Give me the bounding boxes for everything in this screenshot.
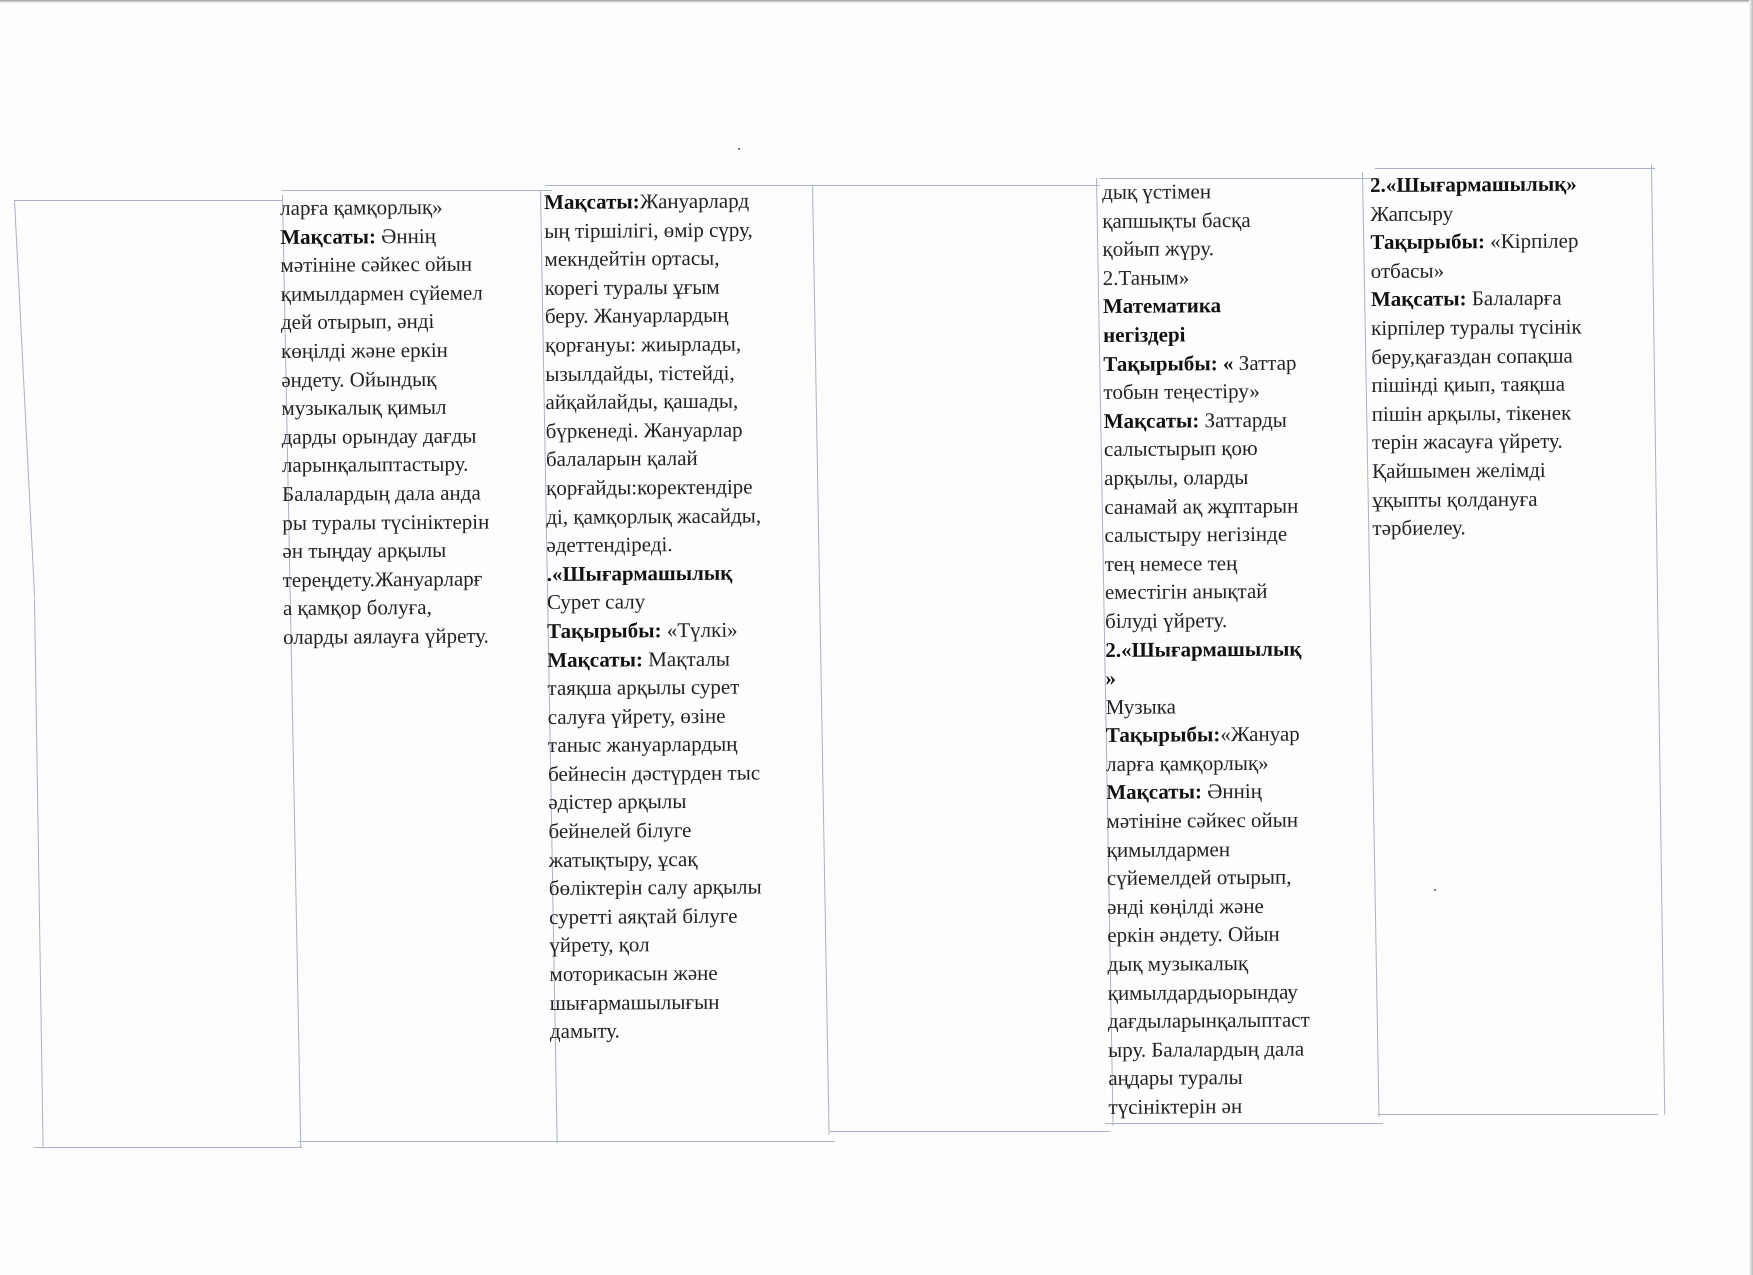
text-run: Мақталы <box>642 646 731 671</box>
text-line <box>1106 720 1308 750</box>
text-run: дық музыкалық <box>1107 951 1249 977</box>
text-line <box>1106 691 1308 721</box>
text-run: бейнелей білуге <box>548 818 692 844</box>
text-run: салыстыру негізінде <box>1104 521 1288 548</box>
text-run: балаларын қалай <box>545 446 698 472</box>
text-run: үйрету, қол <box>549 932 650 958</box>
text-line <box>1372 427 1583 457</box>
text-line <box>1107 863 1309 893</box>
text-run: моторикасын және <box>549 960 718 987</box>
text-line <box>545 301 760 331</box>
text-run: ың тіршілігі, өмір сүру, <box>544 217 753 243</box>
text-run: сүйемелдей отырып, <box>1106 864 1292 891</box>
text-line <box>282 450 489 480</box>
text-line <box>281 364 488 394</box>
text-run: қимылдармен сүйемел <box>280 280 483 306</box>
scan-speck <box>1434 889 1436 891</box>
text-line <box>546 501 761 531</box>
text-run: «Жануар <box>1220 721 1300 747</box>
table-cell-animals-drawing <box>544 187 765 1046</box>
text-run: Әннің <box>1201 779 1263 804</box>
text-run: жатықтыру, ұсақ <box>548 846 698 872</box>
text-line <box>1107 920 1309 950</box>
text-run: айқайлайды, қашады, <box>545 388 739 415</box>
table-border-top <box>14 200 282 201</box>
bold-label: 2.«Шығармашылық» <box>1370 171 1577 197</box>
text-line <box>1105 577 1307 607</box>
text-run: салыстырып қою <box>1103 436 1258 462</box>
text-line <box>1370 198 1581 228</box>
text-run: кірпілер туралы түсінік <box>1371 314 1582 340</box>
text-line <box>283 621 490 651</box>
text-line <box>281 336 488 366</box>
text-line <box>1108 1034 1310 1064</box>
text-run: корегі туралы ұғым <box>544 274 720 300</box>
text-run: беру. Жануарлардың <box>544 303 729 329</box>
text-run: ыру. Балалардың дала <box>1108 1036 1305 1062</box>
text-line <box>1371 284 1582 314</box>
text-line <box>1372 513 1583 543</box>
text-line <box>1104 491 1306 521</box>
text-line <box>547 587 762 617</box>
text-run: еркін әндету. Ойын <box>1107 922 1280 948</box>
text-line <box>1371 255 1582 285</box>
text-run: беру,қағаздан сопақша <box>1371 343 1573 369</box>
text-run: ларынқалыптастыру. <box>281 452 469 478</box>
text-run: «Түлкі» <box>661 617 738 643</box>
text-line <box>545 329 760 359</box>
table-border-bottom <box>34 1147 302 1148</box>
text-line <box>546 415 761 445</box>
table-border-right <box>1651 165 1665 1115</box>
text-line <box>282 478 489 508</box>
text-line <box>548 730 763 760</box>
text-run: дарды орындау дағды <box>281 423 477 449</box>
text-run: Балалардың дала анда <box>282 480 481 506</box>
text-line <box>1102 234 1304 264</box>
text-line <box>549 959 764 989</box>
text-run: Музыка <box>1105 694 1177 719</box>
text-line <box>547 558 762 588</box>
text-run: ұқыпты қолдануға <box>1372 486 1538 512</box>
bold-label: Мақсаты: <box>1370 286 1467 312</box>
text-line <box>1371 341 1582 371</box>
text-run: дық үстімен <box>1102 179 1212 204</box>
bold-label: Мақсаты: <box>544 189 640 214</box>
text-run: пішінді қиып, таяқша <box>1371 371 1566 398</box>
text-run: әндету. Ойындық <box>281 366 437 392</box>
bold-label: Математика <box>1102 293 1222 319</box>
text-line <box>1107 834 1309 864</box>
text-run: суретті аяқтай білуге <box>549 903 738 929</box>
text-line <box>549 873 764 903</box>
text-line <box>1108 1006 1310 1036</box>
text-run: қойып жүру. <box>1102 236 1214 262</box>
text-line <box>1102 177 1304 207</box>
text-line <box>1105 548 1307 578</box>
text-run: бейнесін дәстүрден тыс <box>548 760 761 786</box>
table-cell-applique <box>1370 170 1583 543</box>
text-line <box>547 615 762 645</box>
bold-label: .«Шығармашылық <box>546 560 733 586</box>
text-line <box>1106 806 1308 836</box>
text-line <box>548 816 763 846</box>
text-line <box>1107 949 1309 979</box>
text-run: тең немесе тең <box>1104 550 1238 576</box>
text-line <box>282 507 489 537</box>
text-line <box>280 193 487 223</box>
text-run: Заттарды <box>1199 407 1287 433</box>
text-line <box>548 701 763 731</box>
text-run: еместігін анықтай <box>1104 579 1268 605</box>
text-line <box>1108 1092 1310 1122</box>
table-border-left <box>14 200 35 600</box>
text-line <box>549 901 764 931</box>
text-line <box>281 278 488 308</box>
text-line <box>547 644 762 674</box>
text-run: Заттар <box>1233 350 1297 375</box>
text-line <box>1372 455 1583 485</box>
text-run: ән тыңдау арқылы <box>282 537 447 564</box>
text-line <box>548 758 763 788</box>
text-run: мәтініне сәйкес ойын <box>1106 807 1299 834</box>
table-border-top <box>282 190 552 191</box>
text-line <box>1103 377 1305 407</box>
text-run: түсініктерін ән <box>1108 1094 1243 1119</box>
bold-label: Тақырыбы: <box>1370 229 1486 255</box>
text-run: шығармашылығын <box>549 989 720 1015</box>
table-border-left <box>34 600 44 1147</box>
text-line <box>1104 520 1306 550</box>
text-run: бөліктерін салу арқылы <box>548 874 762 901</box>
bold-label: Тақырыбы: <box>547 618 662 643</box>
text-line <box>282 421 489 451</box>
text-line <box>1104 434 1306 464</box>
text-run: көңілді және еркін <box>281 337 448 363</box>
bold-label: Тақырыбы: « <box>1103 350 1234 376</box>
text-run: қапшықты басқа <box>1102 207 1251 233</box>
text-run: санамай ақ жұптарын <box>1104 493 1299 519</box>
text-line <box>546 444 761 474</box>
text-run: әдеттендіреді. <box>546 532 673 558</box>
text-line <box>1371 312 1582 342</box>
text-line <box>1370 227 1581 257</box>
text-run: ры туралы түсініктерін <box>282 509 490 535</box>
bold-label: Мақсаты: <box>1103 408 1200 433</box>
bold-label: негіздері <box>1103 322 1186 347</box>
text-run: таяқша арқылы сурет <box>547 674 740 701</box>
text-line <box>1104 405 1306 435</box>
text-line <box>1102 205 1304 235</box>
text-line <box>1103 348 1305 378</box>
bold-label: Мақсаты: <box>1106 779 1203 805</box>
text-run: тәрбиелеу. <box>1372 515 1466 541</box>
table-border-bottom <box>1378 1114 1658 1115</box>
bold-label: Тақырыбы: <box>1105 722 1221 748</box>
text-line <box>1105 663 1307 693</box>
text-run: қорғануы: жиырлады, <box>545 331 742 357</box>
text-run: пішін арқылы, тікенек <box>1371 400 1572 426</box>
text-line <box>282 536 489 566</box>
text-line <box>1106 748 1308 778</box>
text-run: дағдыларынқалыптаст <box>1107 1007 1310 1034</box>
text-line <box>1103 291 1305 321</box>
text-line <box>1372 484 1583 514</box>
text-run: ларға қамқорлық» <box>1106 750 1269 776</box>
text-run: салуға үйрету, өзіне <box>547 703 726 729</box>
text-line <box>544 244 759 274</box>
text-run: отбасы» <box>1370 258 1445 283</box>
text-run: ді, қамқорлық жасайды, <box>546 503 762 529</box>
text-line <box>549 844 764 874</box>
text-line <box>1105 634 1307 664</box>
text-line <box>549 930 764 960</box>
text-run: дей отырып, әнді <box>280 309 435 335</box>
text-run: қимылдармен <box>1106 836 1231 862</box>
text-line <box>1104 463 1306 493</box>
text-run: дамыту. <box>549 1018 620 1044</box>
bold-label: Мақсаты: <box>280 223 377 249</box>
text-line <box>544 187 759 217</box>
text-run: мәтініне сәйкес ойын <box>280 251 473 278</box>
table-border-top <box>1375 168 1655 169</box>
text-line <box>546 530 761 560</box>
text-run: а қамқор болуға, <box>282 595 432 621</box>
text-run: ларға қамқорлық» <box>280 194 443 220</box>
table-cell-music <box>280 193 490 652</box>
text-line <box>1103 320 1305 350</box>
text-line <box>1106 777 1308 807</box>
text-line <box>545 387 760 417</box>
text-line <box>1370 170 1581 200</box>
scan-edge-top <box>0 0 1753 3</box>
text-run: ызылдайды, тістейді, <box>545 360 735 386</box>
text-run: терін жасауға үйрету. <box>1371 429 1563 455</box>
table-border-top <box>545 185 1100 186</box>
text-run: мекндейтін ортасы, <box>544 245 720 272</box>
text-run: Балаларға <box>1466 286 1562 311</box>
column-divider <box>812 185 830 1135</box>
text-line <box>546 472 761 502</box>
text-run: арқылы, оларды <box>1104 464 1249 490</box>
text-line <box>544 215 759 245</box>
text-run: бүркенеді. Жануарлар <box>545 417 743 443</box>
text-line <box>281 307 488 337</box>
text-line <box>1105 605 1307 635</box>
text-run: аңдары туралы <box>1108 1065 1243 1091</box>
text-line <box>1103 262 1305 292</box>
text-run: тобын теңестіру» <box>1103 379 1260 405</box>
text-run: әнді көңілді және <box>1107 893 1264 919</box>
text-run: білуді үйрету. <box>1105 608 1228 633</box>
text-run: «Кірпілер <box>1484 228 1579 254</box>
table-border-bottom <box>298 1141 835 1142</box>
text-line <box>550 1016 765 1046</box>
text-run: 2.Таным» <box>1102 265 1190 290</box>
text-run: таныс жануарлардың <box>547 731 738 758</box>
text-line <box>550 987 765 1017</box>
table-border-bottom <box>1105 1123 1383 1124</box>
text-run: тереңдету.Жануарларғ <box>282 566 483 592</box>
scan-speck <box>738 148 740 150</box>
text-line <box>281 393 488 423</box>
text-line <box>1108 1063 1310 1093</box>
text-run: Сурет салу <box>546 589 646 615</box>
text-line <box>1107 891 1309 921</box>
text-line <box>545 358 760 388</box>
bold-label: » <box>1105 666 1117 691</box>
text-line <box>548 787 763 817</box>
table-border-bottom <box>830 1131 1110 1132</box>
text-line <box>545 272 760 302</box>
text-line <box>280 221 487 251</box>
text-run: музыкалық қимыл <box>281 394 447 421</box>
bold-label: Мақсаты: <box>547 646 644 672</box>
text-run: қимылдардыорындау <box>1107 979 1298 1005</box>
text-run: Әннің <box>375 223 437 248</box>
text-line <box>1371 370 1582 400</box>
bold-label: 2.«Шығармашылық <box>1105 636 1302 662</box>
text-line <box>1108 977 1310 1007</box>
text-line <box>283 593 490 623</box>
text-run: Қайшымен желімді <box>1372 457 1546 483</box>
text-line <box>1372 398 1583 428</box>
text-line <box>283 564 490 594</box>
scan-edge-right <box>1749 0 1753 1275</box>
table-cell-math-music <box>1102 177 1310 1122</box>
text-line <box>280 250 487 280</box>
text-run: Жапсыру <box>1370 201 1454 226</box>
text-run: қорғайды:коректендіре <box>546 474 753 500</box>
text-run: оларды аялауға үйрету. <box>283 623 489 649</box>
text-run: әдістер арқылы <box>548 789 687 815</box>
text-run: Жануарлард <box>639 188 750 214</box>
text-line <box>547 673 762 703</box>
